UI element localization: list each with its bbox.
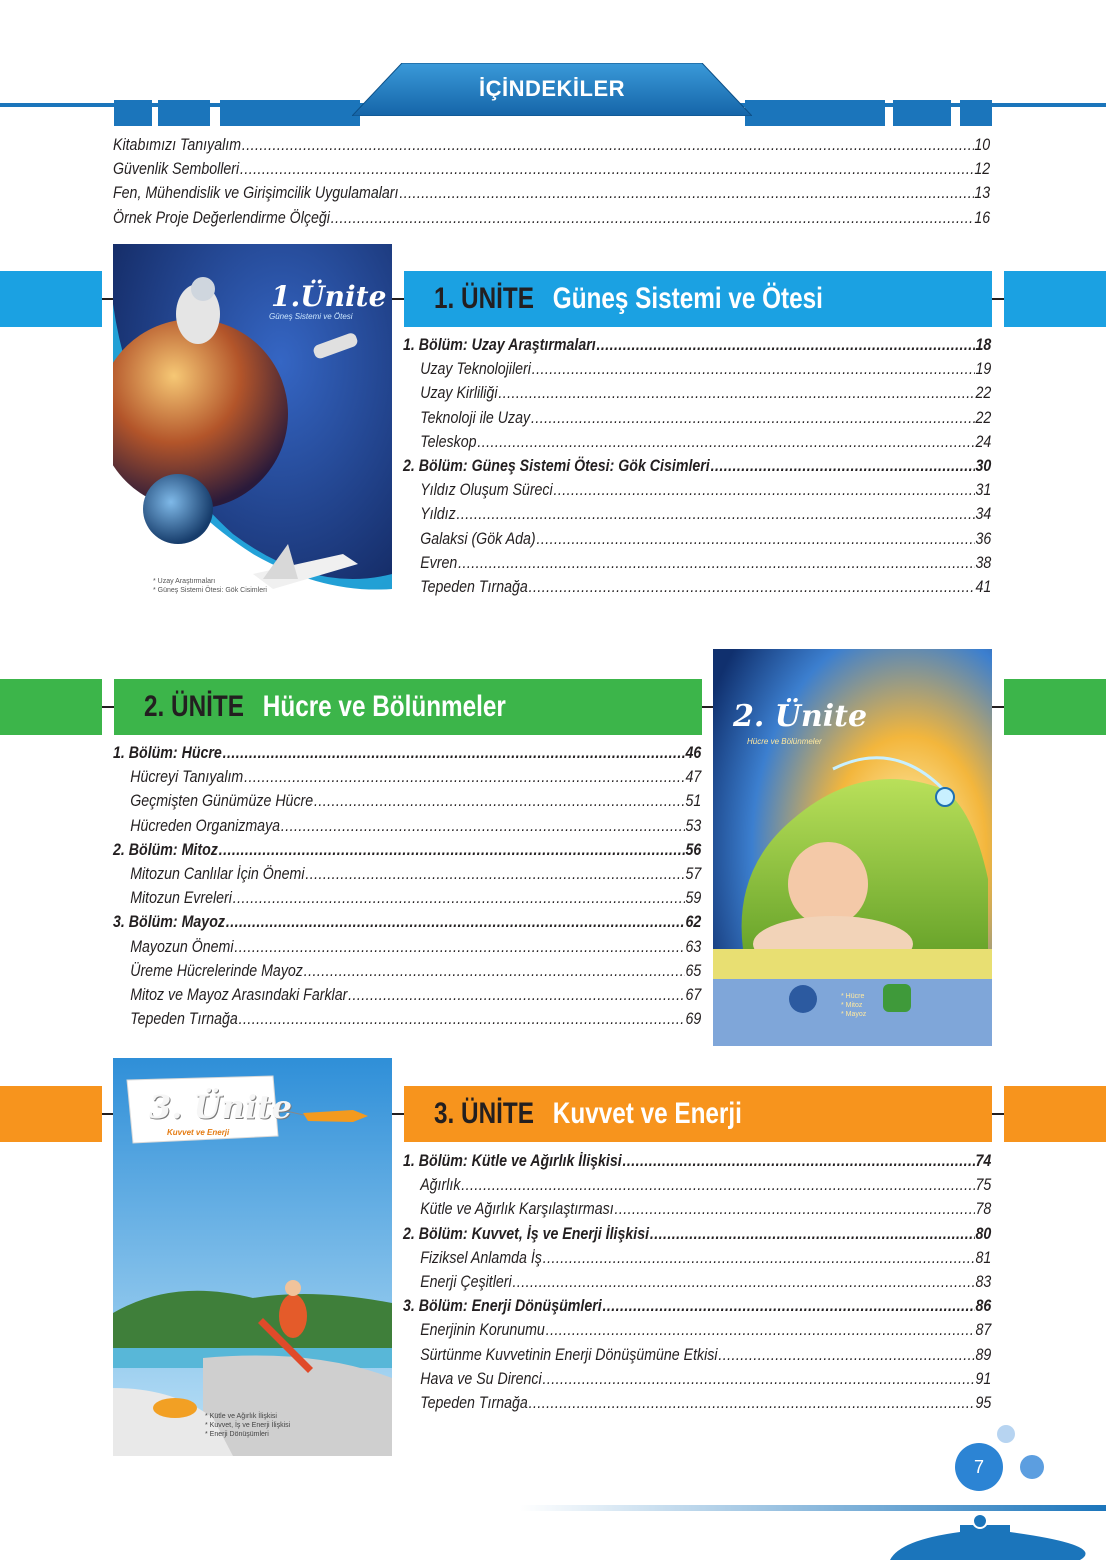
unit1-cover-subtitle: Güneş Sistemi ve Ötesi <box>269 312 353 321</box>
toc-leader-dots <box>461 1176 974 1195</box>
toc-entry <box>403 530 991 554</box>
unit1-cover-topic: * Uzay Araştırmaları <box>153 578 216 585</box>
header-block <box>745 100 885 126</box>
unit3-toc <box>403 1152 1087 1418</box>
toc-leader-dots <box>597 336 975 355</box>
toc-entry <box>403 554 991 578</box>
toc-entry-title: 1. Bölüm: Hücre <box>113 744 222 762</box>
toc-leader-dots <box>711 457 975 476</box>
toc-entry <box>403 1273 991 1297</box>
toc-entry-title: Mitoz ve Mayoz Arasındaki Farklar <box>130 985 348 1004</box>
toc-leader-dots <box>532 360 975 379</box>
unit3-prefix: 3. ÜNİTE <box>434 1097 534 1130</box>
toc-entry-title: Fiziksel Anlamda İş <box>420 1248 542 1267</box>
toc-entry-page: 24 <box>975 432 992 451</box>
unit2-cover-topic: * Mayoz <box>841 1011 867 1018</box>
unit1-toc <box>403 336 1087 602</box>
toc-leader-dots <box>226 913 685 932</box>
toc-leader-dots <box>543 1370 975 1389</box>
unit2-tick <box>102 706 114 708</box>
toc-entry-title: 1. Bölüm: Kütle ve Ağırlık İlişkisi <box>403 1152 622 1170</box>
unit3-side-bar <box>0 1086 102 1142</box>
toc-leader-dots <box>233 889 685 908</box>
unit1-tick <box>992 298 1004 300</box>
toc-entry-title: Enerjinin Korunumu <box>420 1321 545 1340</box>
toc-entry-title: Yıldız <box>420 505 456 524</box>
toc-entry <box>113 768 701 792</box>
toc-entry-page: 12 <box>974 160 991 179</box>
toc-entry <box>403 360 991 384</box>
toc-entry <box>403 457 991 481</box>
unit3-cover-topic: * Enerji Dönüşümleri <box>205 1431 269 1438</box>
toc-entry-page: 36 <box>975 529 992 548</box>
toc-entry-page: 87 <box>975 1321 992 1340</box>
toc-entry-page: 38 <box>975 553 992 572</box>
unit1-cover-label: 1.Ünite <box>271 280 387 313</box>
toc-leader-dots <box>477 433 974 452</box>
toc-leader-dots <box>536 530 974 549</box>
toc-entry-page: 22 <box>975 384 992 403</box>
toc-entry <box>403 336 991 360</box>
header-block <box>114 100 152 126</box>
toc-leader-dots <box>234 938 684 957</box>
footer-decoration <box>520 1500 1106 1560</box>
page-title: İÇİNDEKİLER <box>478 76 626 101</box>
toc-entry-title: Hücreden Organizmaya <box>130 816 281 835</box>
toc-entry <box>403 505 991 529</box>
unit3-cover-topics <box>205 1412 290 1439</box>
bubble-decoration <box>972 1513 988 1529</box>
toc-entry <box>403 1176 991 1200</box>
toc-entry <box>403 384 991 408</box>
toc-entry-page: 16 <box>974 208 991 227</box>
toc-entry-title: Kitabımızı Tanıyalım <box>113 136 242 154</box>
toc-entry <box>113 962 701 986</box>
unit1-tick <box>392 298 404 300</box>
toc-entry <box>403 1249 991 1273</box>
toc-entry-page: 91 <box>975 1369 992 1388</box>
toc-leader-dots <box>331 209 974 228</box>
toc-entry-title: Ağırlık <box>420 1176 461 1195</box>
toc-entry <box>113 938 701 962</box>
toc-leader-dots <box>240 160 973 179</box>
toc-entry-page: 22 <box>975 408 992 427</box>
unit2-cover-topic: * Hücre <box>841 993 865 1000</box>
toc-entry-page: 18 <box>975 336 992 354</box>
toc-entry-title: 2. Bölüm: Mitoz <box>113 840 218 859</box>
toc-entry <box>113 986 701 1010</box>
unit2-cover-topics <box>841 992 866 1019</box>
toc-entry-page: 75 <box>975 1176 992 1195</box>
toc-entry-title: 2. Bölüm: Kuvvet, İş ve Enerji İlişkisi <box>403 1224 650 1243</box>
toc-entry-title: 3. Bölüm: Enerji Dönüşümleri <box>403 1297 602 1316</box>
toc-leader-dots <box>219 841 685 860</box>
unit2-toc <box>113 744 797 1034</box>
toc-entry-page: 86 <box>975 1297 992 1316</box>
toc-entry-page: 56 <box>685 840 702 859</box>
header-block <box>893 100 951 126</box>
toc-entry <box>403 578 991 602</box>
toc-leader-dots <box>399 184 973 203</box>
toc-leader-dots <box>554 481 975 500</box>
unit3-cover-topic: * Kuvvet, İş ve Enerji İlişkisi <box>205 1422 291 1429</box>
unit1-prefix: 1. ÜNİTE <box>434 282 534 315</box>
toc-entry <box>113 817 701 841</box>
unit3-cover <box>113 1058 392 1456</box>
toc-entry-page: 19 <box>975 360 992 379</box>
toc-entry-title: Teleskop <box>420 432 477 451</box>
toc-leader-dots <box>244 768 684 787</box>
toc-leader-dots <box>615 1200 975 1219</box>
toc-leader-dots <box>718 1346 974 1365</box>
toc-entry-title: 2. Bölüm: Güneş Sistemi Ötesi: Gök Cisimleri <box>403 456 710 475</box>
unit2-name: Hücre ve Bölünmeler <box>262 690 506 723</box>
toc-entry <box>113 841 701 865</box>
toc-leader-dots <box>513 1273 975 1292</box>
toc-entry <box>403 409 991 433</box>
toc-entry <box>113 889 701 913</box>
toc-entry-page: 65 <box>685 961 702 980</box>
toc-leader-dots <box>242 136 974 155</box>
toc-leader-dots <box>603 1297 975 1316</box>
toc-entry-title: 3. Bölüm: Mayoz <box>113 913 225 932</box>
unit3-banner <box>404 1086 992 1142</box>
unit2-cover-subtitle: Hücre ve Bölünmeler <box>747 737 822 746</box>
toc-entry <box>113 913 701 937</box>
toc-leader-dots <box>239 1010 685 1029</box>
toc-entry-title: Örnek Proje Değerlendirme Ölçeği <box>113 208 330 227</box>
unit2-side-bar <box>1004 679 1106 735</box>
toc-entry-page: 31 <box>975 481 992 500</box>
unit3-side-bar <box>1004 1086 1106 1142</box>
toc-entry-page: 10 <box>974 136 991 154</box>
toc-entry-page: 59 <box>685 889 702 908</box>
toc-entry <box>113 184 990 208</box>
toc-entry-page: 67 <box>685 985 702 1004</box>
toc-entry <box>113 744 701 768</box>
unit3-tick <box>992 1113 1004 1115</box>
toc-entry-page: 41 <box>975 577 992 596</box>
unit3-cover-topic: * Kütle ve Ağırlık İlişkisi <box>205 1413 277 1420</box>
toc-entry-page: 89 <box>975 1345 992 1364</box>
toc-entry-title: Tepeden Tırnağa <box>420 1393 528 1412</box>
bubble-decoration <box>1020 1455 1044 1479</box>
toc-entry-title: Mitozun Canlılar İçin Önemi <box>130 864 305 883</box>
unit1-side-bar <box>1004 271 1106 327</box>
toc-entry <box>403 481 991 505</box>
unit3-cover-subtitle: Kuvvet ve Enerji <box>167 1128 230 1137</box>
toc-entry-title: Kütle ve Ağırlık Karşılaştırması <box>420 1200 614 1219</box>
toc-leader-dots <box>529 578 975 597</box>
toc-entry <box>113 865 701 889</box>
toc-entry <box>403 1346 991 1370</box>
toc-entry-page: 46 <box>685 744 702 762</box>
unit2-cover-topic: * Mitoz <box>841 1002 863 1009</box>
toc-entry <box>403 1370 991 1394</box>
toc-entry-page: 34 <box>975 505 992 524</box>
unit2-prefix: 2. ÜNİTE <box>144 690 244 723</box>
toc-leader-dots <box>623 1152 975 1171</box>
toc-entry <box>113 1010 701 1034</box>
toc-leader-dots <box>650 1225 975 1244</box>
toc-entry-page: 63 <box>685 937 702 956</box>
toc-entry-title: Mitozun Evreleri <box>130 889 232 908</box>
unit2-cover-label: 2. Ünite <box>733 699 868 734</box>
toc-leader-dots <box>304 962 685 981</box>
toc-leader-dots <box>305 865 684 884</box>
toc-entry-title: Galaksi (Gök Ada) <box>420 529 536 548</box>
toc-entry-page: 30 <box>975 456 992 475</box>
bubble-decoration <box>997 1425 1015 1443</box>
unit1-side-bar <box>0 271 102 327</box>
toc-entry-title: Tepeden Tırnağa <box>130 1010 238 1029</box>
toc-entry <box>403 433 991 457</box>
toc-entry-title: Hava ve Su Direnci <box>420 1369 542 1388</box>
toc-entry-page: 74 <box>975 1152 992 1170</box>
toc-leader-dots <box>223 744 685 763</box>
header-block <box>220 100 360 126</box>
unit3-cover-label: 3. Ünite <box>149 1088 293 1126</box>
intro-toc <box>113 136 1106 233</box>
toc-entry-title: Enerji Çeşitleri <box>420 1272 512 1291</box>
toc-entry-page: 51 <box>685 792 702 811</box>
toc-leader-dots <box>458 554 974 573</box>
toc-entry-title: Uzay Teknolojileri <box>420 360 531 379</box>
unit2-side-bar <box>0 679 102 735</box>
toc-entry <box>113 209 990 233</box>
unit2-tick <box>992 706 1004 708</box>
toc-entry-title: Geçmişten Günümüze Hücre <box>130 792 314 811</box>
header-block <box>960 100 992 126</box>
unit1-name: Güneş Sistemi ve Ötesi <box>552 282 823 315</box>
unit2-banner <box>114 679 702 735</box>
page-number: 7 <box>955 1443 1003 1491</box>
toc-entry <box>403 1152 991 1176</box>
unit3-name: Kuvvet ve Enerji <box>552 1097 742 1130</box>
toc-entry <box>113 160 990 184</box>
toc-entry-page: 81 <box>975 1248 992 1267</box>
toc-entry-title: Üreme Hücrelerinde Mayoz <box>130 961 303 980</box>
unit1-cover <box>113 244 392 638</box>
toc-entry <box>403 1394 991 1418</box>
toc-entry-title: Fen, Mühendislik ve Girişimcilik Uygulamaları <box>113 184 399 203</box>
toc-entry <box>403 1297 991 1321</box>
toc-entry <box>403 1321 991 1345</box>
toc-entry-page: 57 <box>685 864 702 883</box>
toc-leader-dots <box>281 817 685 836</box>
toc-leader-dots <box>498 384 974 403</box>
toc-entry-page: 62 <box>685 913 702 932</box>
toc-entry-page: 13 <box>974 184 991 203</box>
toc-entry-title: Sürtünme Kuvvetinin Enerji Dönüşümüne Etkisi <box>420 1345 718 1364</box>
toc-entry <box>113 792 701 816</box>
toc-entry-page: 80 <box>975 1224 992 1243</box>
toc-leader-dots <box>348 986 684 1005</box>
toc-leader-dots <box>457 505 975 524</box>
toc-entry-page: 83 <box>975 1272 992 1291</box>
unit1-cover-topics <box>153 577 267 595</box>
toc-leader-dots <box>543 1249 975 1268</box>
toc-entry-page: 95 <box>975 1393 992 1412</box>
toc-entry-title: Güvenlik Sembolleri <box>113 160 240 179</box>
toc-leader-dots <box>531 409 975 428</box>
toc-entry-title: Uzay Kirliliği <box>420 384 498 403</box>
toc-entry-title: Tepeden Tırnağa <box>420 577 528 596</box>
toc-entry <box>113 136 990 160</box>
unit3-tick <box>392 1113 404 1115</box>
toc-entry-page: 53 <box>685 816 702 835</box>
toc-entry <box>403 1200 991 1224</box>
toc-leader-dots <box>529 1394 975 1413</box>
unit1-banner <box>404 271 992 327</box>
unit1-cover-topic: * Güneş Sistemi Ötesi: Gök Cisimleri <box>153 587 267 594</box>
toc-entry-title: Teknoloji ile Uzay <box>420 408 531 427</box>
toc-entry-title: Yıldız Oluşum Süreci <box>420 481 553 500</box>
toc-entry-page: 47 <box>685 768 702 787</box>
toc-entry-title: Evren <box>420 553 458 572</box>
toc-entry-title: Hücreyi Tanıyalım <box>130 768 244 787</box>
toc-entry-page: 78 <box>975 1200 992 1219</box>
toc-entry <box>403 1225 991 1249</box>
toc-leader-dots <box>546 1321 975 1340</box>
toc-entry-title: 1. Bölüm: Uzay Araştırmaları <box>403 336 596 354</box>
toc-entry-page: 69 <box>685 1010 702 1029</box>
toc-entry-title: Mayozun Önemi <box>130 937 234 956</box>
header-block <box>158 100 210 126</box>
toc-leader-dots <box>314 792 685 811</box>
